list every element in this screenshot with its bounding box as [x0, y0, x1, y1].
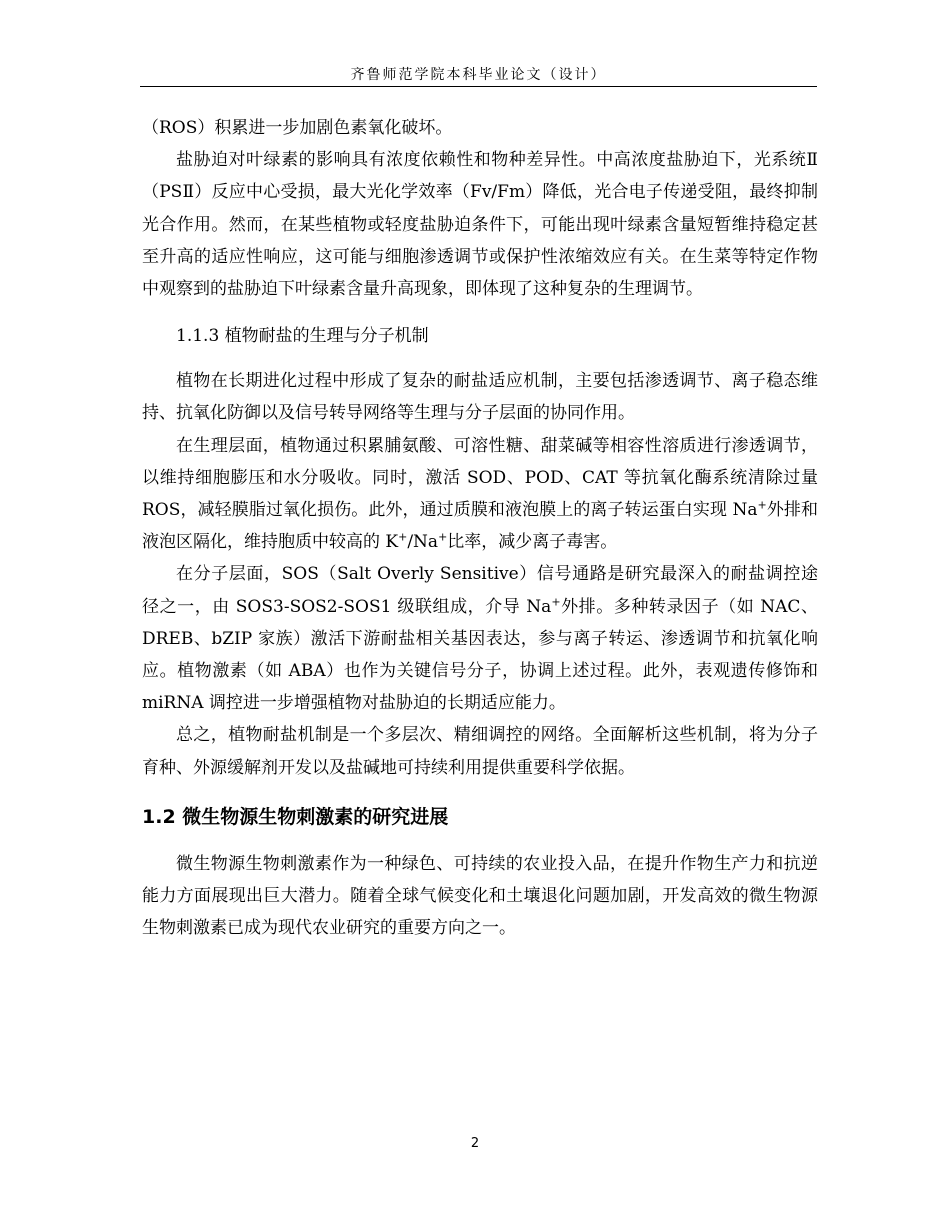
paragraph-tolerance-overview: 植物在长期进化过程中形成了复杂的耐盐适应机制，主要包括渗透调节、离子稳态维持、抗氧化防御以及信号转导网络等生理与分子层面的协同作用。 — [142, 371, 818, 424]
superscript: + — [551, 594, 561, 608]
text-segment: 外排。多种转录因子（如 NAC、DREB、bZIP 家族）激活下游耐盐相关基因表达，参与离子转运、渗透调节和抗氧化响应。植物激素（如 ABA）也作为关键信号分子，协调上述过程。此外，表观遗传修饰和 miRNA 调控进一步增强植物对盐胁迫的长期适应能力。 — [142, 596, 818, 714]
text-segment: 外排和液泡区隔化，维持胞质中较高的 K — [142, 500, 819, 553]
paragraph-continuation: （ROS）积累进一步加剧色素氧化破坏。 — [142, 118, 453, 138]
paragraph-chlorophyll-effects: 盐胁迫对叶绿素的影响具有浓度依赖性和物种差异性。中高浓度盐胁迫下，光系统Ⅱ（PSⅡ）反应中心受损，最大光化学效率（Fv/Fm）降低，光合电子传递受阻，最终抑制光合作用。然而，在某些植物或轻度盐胁迫条件下，可能出现叶绿素含量短暂维持稳定甚至升高的适应性响应，这可能与细胞渗透调节或保护性浓缩效应有关。在生菜等特定作物中观察到的盐胁迫下叶绿素含量升高现象，即体现了这种复杂的生理调节。 — [142, 150, 818, 300]
subsection-heading: 1.1.3 植物耐盐的生理与分子机制 — [176, 326, 429, 347]
superscript: + — [757, 498, 767, 512]
text-segment: 比率，减少离子毒害。 — [447, 532, 618, 553]
superscript: + — [438, 530, 448, 544]
paragraph-physiological-level — [142, 430, 818, 559]
page-header: 齐鲁师范学院本科毕业论文（设计） — [350, 67, 607, 83]
paragraph-summary: 总之，植物耐盐机制是一个多层次、精细调控的网络。全面解析这些机制，将为分子育种、外源缓解剂开发以及盐碱地可持续利用提供重要科学依据。 — [142, 725, 818, 778]
text-segment: 在生理层面，植物通过积累脯氨酸、可溶性糖、甜菜碱等相容性溶质进行渗透调节，以维持细胞膨压和水分吸收。同时，激活 SOD、POD、CAT 等抗氧化酶系统清除过量 ROS，减轻膜脂过氧化损伤。此外，通过质膜和液泡膜上的离子转运蛋白实现 Na — [142, 435, 818, 521]
paragraph-biostimulants: 微生物源生物刺激素作为一种绿色、可持续的农业投入品，在提升作物生产力和抗逆能力方面展现出巨大潜力。随着全球气候变化和土壤退化问题加剧，开发高效的微生物源生物刺激素已成为现代农业研究的重要方向之一。 — [142, 853, 818, 939]
page-number: 2 — [470, 1136, 480, 1151]
text-segment: 在分子层面，SOS（Salt Overly Sensitive）信号通路是研究最深入的耐盐调控途径之一，由 SOS3-SOS2-SOS1 级联组成，介导 Na — [142, 564, 818, 617]
paragraph-molecular-level — [142, 558, 818, 719]
superscript: + — [398, 530, 408, 544]
header-divider — [140, 86, 817, 87]
document-body — [142, 112, 818, 944]
text-segment: /Na — [407, 532, 439, 553]
section-heading: 1.2 微生物源生物刺激素的研究进展 — [142, 805, 449, 828]
